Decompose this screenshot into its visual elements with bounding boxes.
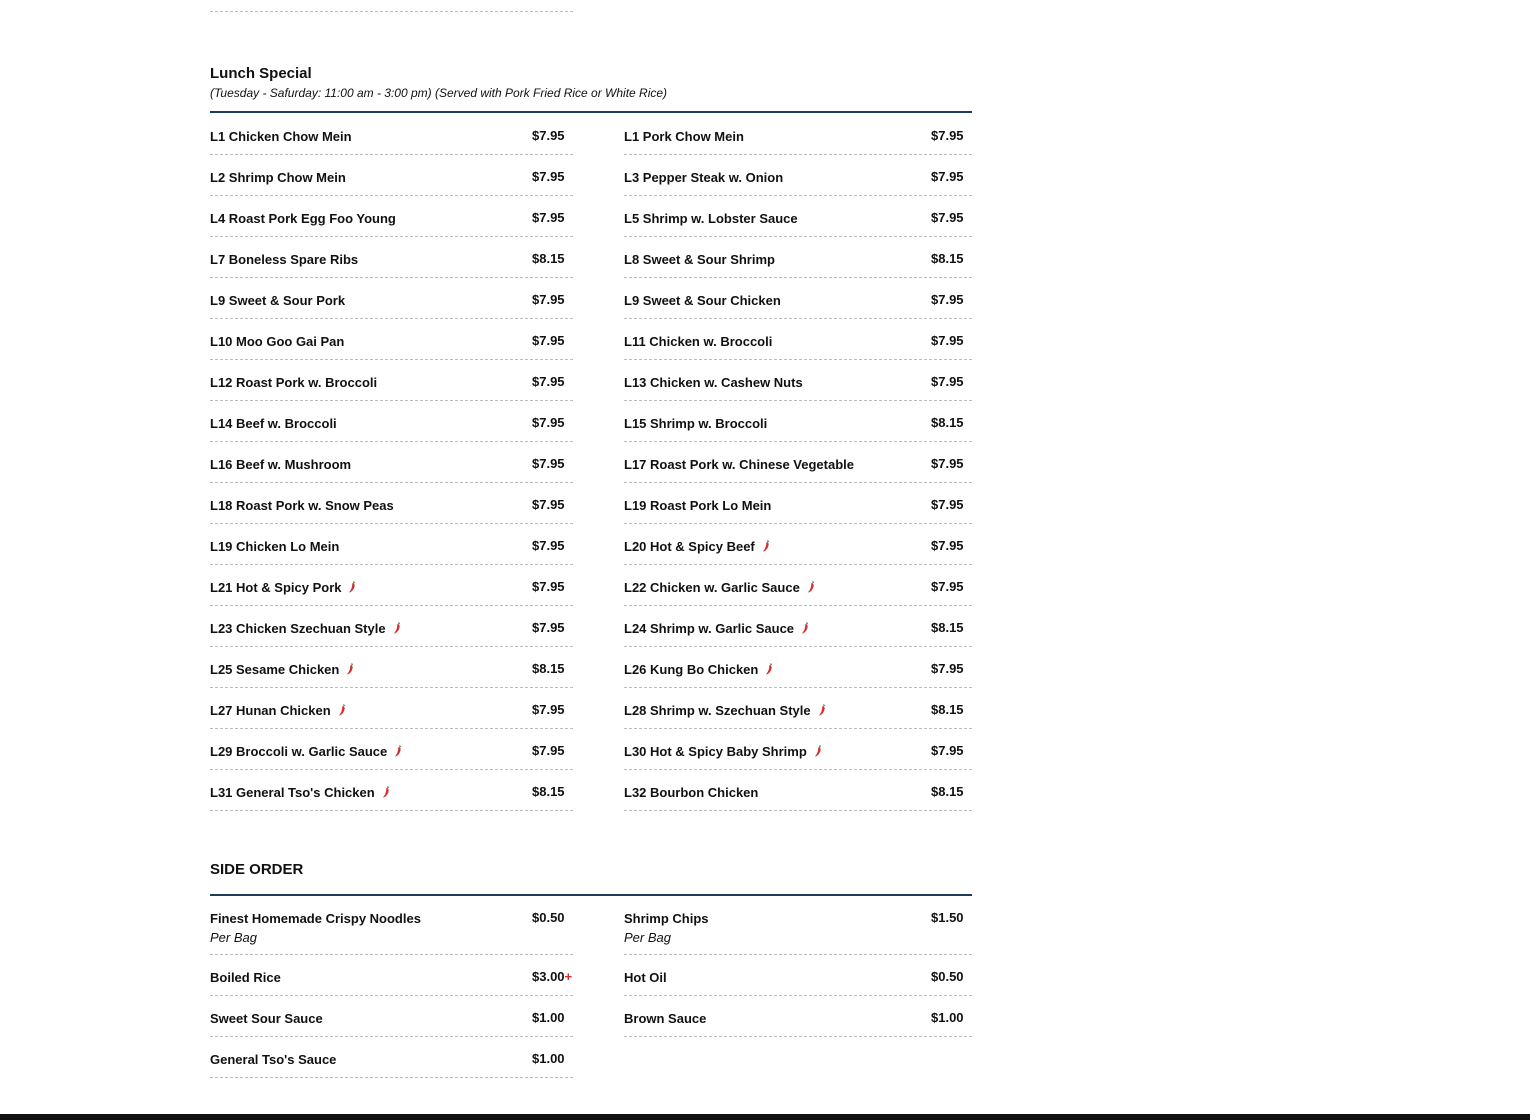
side-order-left-column [210, 896, 573, 1078]
menu-item-name [624, 580, 815, 595]
menu-item-price [931, 292, 964, 307]
menu-item-name-text: L10 Moo Goo Gai Pan [210, 334, 345, 349]
menu-item-name [210, 457, 351, 472]
menu-item-price [532, 333, 565, 348]
menu-item [210, 729, 573, 770]
menu-item [624, 647, 972, 688]
menu-item-price [931, 1010, 964, 1025]
section-subtitle: (Tuesday - Safurday: 11:00 am - 3:00 pm) (Served with Pork Fried Rice or White Rice) [210, 86, 668, 100]
menu-item-name [624, 539, 770, 554]
menu-item-price-text: $1.50 [931, 910, 964, 925]
menu-item-price-text: $1.00 [532, 1051, 565, 1066]
menu-item [624, 688, 972, 729]
menu-item [210, 996, 573, 1037]
menu-item-name [624, 416, 767, 431]
menu-item-name-text: L16 Beef w. Mushroom [210, 457, 352, 472]
menu-item [624, 319, 972, 360]
menu-item-price [532, 374, 565, 389]
menu-item-name-text: L7 Boneless Spare Ribs [210, 252, 359, 267]
menu-item-price [931, 251, 964, 266]
menu-item-price [532, 784, 565, 799]
menu-item-price [931, 579, 964, 594]
section-title: SIDE ORDER [210, 861, 304, 878]
menu-item-price-text: $7.95 [931, 579, 964, 594]
menu-item-name [210, 970, 281, 985]
menu-item-price [532, 579, 565, 594]
menu-item-name [624, 129, 744, 144]
lunch-special-left-column [210, 114, 573, 811]
menu-item-name-text: L28 Shrimp w. Szechuan Style [624, 703, 811, 718]
menu-item-price-text: $7.95 [931, 538, 964, 553]
menu-item-note: Per Bag [624, 930, 671, 945]
menu-item-price [931, 910, 964, 925]
menu-item-price-text: $7.95 [532, 292, 565, 307]
menu-item [210, 896, 573, 955]
menu-item [210, 114, 573, 155]
menu-item-name [210, 334, 344, 349]
menu-item-name-text: L20 Hot & Spicy Beef [624, 539, 755, 554]
menu-item-price [532, 128, 565, 143]
menu-item-price [532, 702, 565, 717]
menu-item [210, 442, 573, 483]
menu-item-name-text: Brown Sauce [624, 1011, 707, 1026]
menu-item-name-text: L26 Kung Bo Chicken [624, 662, 759, 677]
menu-item [624, 996, 972, 1037]
menu-item-price-text: $7.95 [931, 128, 964, 143]
chili-pepper-icon [762, 540, 770, 552]
menu-item [210, 196, 573, 237]
menu-item-price [931, 620, 964, 635]
menu-item-price-text: $7.95 [532, 702, 565, 717]
menu-item [624, 278, 972, 319]
menu-item-note: Per Bag [210, 930, 257, 945]
menu-item-name [624, 744, 822, 759]
menu-item-price-text: $8.15 [931, 251, 964, 266]
menu-item-name-text: L14 Beef w. Broccoli [210, 416, 337, 431]
menu-item-name-text: Finest Homemade Crispy Noodles [210, 911, 421, 926]
menu-item [624, 896, 972, 955]
menu-item-price-text: $8.15 [532, 251, 565, 266]
menu-item-price [532, 415, 565, 430]
menu-item-name-text: L24 Shrimp w. Garlic Sauce [624, 621, 795, 636]
chili-pepper-icon [382, 786, 390, 798]
menu-item-price [532, 910, 565, 925]
menu-item-name-text: L13 Chicken w. Cashew Nuts [624, 375, 803, 390]
menu-item [624, 114, 972, 155]
menu-item-name [210, 621, 401, 636]
menu-item-name-text: L15 Shrimp w. Broccoli [624, 416, 768, 431]
menu-item [624, 237, 972, 278]
menu-item-name-text: L27 Hunan Chicken [210, 703, 331, 718]
menu-item-price [532, 292, 565, 307]
menu-item [624, 565, 972, 606]
menu-item [210, 955, 573, 996]
menu-item-name-text: L9 Sweet & Sour Chicken [624, 293, 781, 308]
menu-item-price-text: $8.15 [931, 620, 964, 635]
menu-item-name [624, 457, 854, 472]
menu-item-price-text: $7.95 [931, 333, 964, 348]
menu-item-price-text: $7.95 [931, 292, 964, 307]
chili-pepper-icon [765, 663, 773, 675]
menu-item-name [210, 211, 396, 226]
menu-item-price [931, 128, 964, 143]
menu-item-name [210, 911, 421, 926]
menu-item-price-text: $7.95 [532, 497, 565, 512]
menu-item-price [532, 743, 565, 758]
menu-item [210, 360, 573, 401]
menu-item [624, 729, 972, 770]
menu-item-name-text: L23 Chicken Szechuan Style [210, 621, 386, 636]
menu-item-price-text: $7.95 [532, 333, 565, 348]
menu-item [210, 770, 573, 811]
menu-item-price [532, 1010, 565, 1025]
menu-item [624, 442, 972, 483]
menu-item-name-text: Shrimp Chips [624, 911, 709, 926]
menu-item [210, 606, 573, 647]
menu-item-price [931, 210, 964, 225]
menu-item-name-text: L1 Chicken Chow Mein [210, 129, 352, 144]
menu-item-name [210, 785, 390, 800]
menu-item-price [931, 374, 964, 389]
menu-item [210, 319, 573, 360]
menu-item-name-text: L18 Roast Pork w. Snow Peas [210, 498, 394, 513]
menu-item-price [931, 333, 964, 348]
menu-item-price-text: $7.95 [532, 415, 565, 430]
menu-item-price [931, 415, 964, 430]
menu-item [624, 401, 972, 442]
menu-item-name-text: L12 Roast Pork w. Broccoli [210, 375, 378, 390]
menu-item-price-text: $7.95 [532, 538, 565, 553]
menu-item-price-text: $7.95 [532, 128, 565, 143]
menu-item-price-text: $3.00 [532, 969, 565, 984]
menu-item-price [931, 497, 964, 512]
lunch-special-right-column [624, 114, 972, 811]
menu-item-name-text: L25 Sesame Chicken [210, 662, 340, 677]
menu-item-name [624, 252, 775, 267]
menu-item-price-text: $7.95 [931, 661, 964, 676]
menu-item [624, 770, 972, 811]
chili-pepper-icon [394, 745, 402, 757]
menu-item-name [210, 662, 354, 677]
menu-item-name [210, 1011, 323, 1026]
menu-item-name-text: L9 Sweet & Sour Pork [210, 293, 346, 308]
menu-item-name-text: Hot Oil [624, 970, 667, 985]
menu-item-name [624, 170, 783, 185]
menu-item-name-text: L22 Chicken w. Garlic Sauce [624, 580, 800, 595]
menu-item-price-text: $7.95 [532, 374, 565, 389]
menu-item-name [210, 416, 337, 431]
menu-item-price-text: $1.00 [931, 1010, 964, 1025]
menu-item-name [624, 785, 758, 800]
menu-item-name [210, 375, 377, 390]
menu-item-name [624, 970, 667, 985]
side-order-section [210, 860, 972, 1067]
menu-item-name-text: L5 Shrimp w. Lobster Sauce [624, 211, 798, 226]
menu-item-name [210, 129, 352, 144]
chili-pepper-icon [818, 704, 826, 716]
menu-item-price-text: $8.15 [532, 784, 565, 799]
menu-item-name [624, 375, 803, 390]
menu-item-price-text: $8.15 [931, 784, 964, 799]
menu-item-price [931, 169, 964, 184]
menu-item [210, 483, 573, 524]
menu-item [624, 196, 972, 237]
menu-item-price [532, 538, 565, 553]
menu-item-price [532, 661, 565, 676]
menu-item-price [532, 969, 572, 984]
menu-item [624, 483, 972, 524]
menu-item-price-text: $7.95 [532, 210, 565, 225]
previous-section-divider [210, 11, 573, 12]
menu-item [624, 606, 972, 647]
menu-item-name-text: L1 Pork Chow Mein [624, 129, 744, 144]
menu-item-name-text: L8 Sweet & Sour Shrimp [624, 252, 775, 267]
menu-item-price-text: $7.95 [532, 743, 565, 758]
chili-pepper-icon [807, 581, 815, 593]
menu-item-price [532, 169, 565, 184]
menu-item-price-text: $7.95 [532, 620, 565, 635]
menu-item-name-text: L4 Roast Pork Egg Foo Young [210, 211, 396, 226]
menu-item-price-text: $7.95 [931, 374, 964, 389]
menu-item-name-text: L19 Roast Pork Lo Mein [624, 498, 772, 513]
menu-item-name [624, 911, 709, 926]
menu-item-name-text: General Tso's Sauce [210, 1052, 337, 1067]
menu-item-price [532, 620, 565, 635]
menu-item-name [210, 170, 346, 185]
menu-item-name [624, 703, 826, 718]
menu-item-name [210, 539, 339, 554]
menu-item-price-text: $7.95 [532, 169, 565, 184]
menu-item [210, 401, 573, 442]
menu-item-name-text: L21 Hot & Spicy Pork [210, 580, 342, 595]
menu-item-name [624, 498, 771, 513]
footer-bar [0, 1114, 1530, 1120]
menu-item-price [931, 661, 964, 676]
menu-item-name [624, 293, 781, 308]
menu-item-price-text: $7.95 [931, 743, 964, 758]
menu-item-name-text: L17 Roast Pork w. Chinese Vegetable [624, 457, 854, 472]
menu-item-name [624, 1011, 706, 1026]
menu-item-price [532, 497, 565, 512]
menu-item-name-text: L31 General Tso's Chicken [210, 785, 375, 800]
menu-item-price [532, 1051, 565, 1066]
menu-item [624, 524, 972, 565]
chili-pepper-icon [348, 581, 356, 593]
menu-item-name [210, 580, 356, 595]
menu-item-name-text: Sweet Sour Sauce [210, 1011, 323, 1026]
menu-item [210, 278, 573, 319]
menu-item [210, 647, 573, 688]
menu-item-price-text: $7.95 [532, 579, 565, 594]
menu-item-name-text: L32 Bourbon Chicken [624, 785, 759, 800]
menu-item-price-text: $8.15 [532, 661, 565, 676]
menu-item-name [210, 1052, 336, 1067]
chili-pepper-icon [346, 663, 354, 675]
menu-item-name-text: L2 Shrimp Chow Mein [210, 170, 346, 185]
menu-item-price [931, 456, 964, 471]
lunch-special-section [210, 64, 972, 800]
menu-item-name-text: L30 Hot & Spicy Baby Shrimp [624, 744, 807, 759]
section-title: Lunch Special [210, 65, 312, 82]
menu-item-price [532, 251, 565, 266]
menu-item-price [931, 538, 964, 553]
menu-item-name [210, 293, 345, 308]
menu-item-price-text: $7.95 [931, 497, 964, 512]
menu-item-price-text: $8.15 [931, 415, 964, 430]
menu-item-name [624, 334, 772, 349]
menu-item [210, 524, 573, 565]
add-on-plus: + [564, 969, 573, 984]
menu-item-price [931, 702, 964, 717]
menu-item-name-text: L3 Pepper Steak w. Onion [624, 170, 784, 185]
chili-pepper-icon [393, 622, 401, 634]
menu-item-name-text: L19 Chicken Lo Mein [210, 539, 340, 554]
section-rule [210, 111, 972, 113]
menu-item-price [931, 969, 964, 984]
menu-item [210, 237, 573, 278]
menu-item [210, 155, 573, 196]
menu-item-name [624, 662, 773, 677]
menu-item-name-text: Boiled Rice [210, 970, 281, 985]
menu-item [210, 1037, 573, 1078]
menu-item-price-text: $7.95 [931, 169, 964, 184]
menu-item-price-text: $0.50 [532, 910, 565, 925]
side-order-right-column [624, 896, 972, 1037]
menu-item-name [624, 211, 798, 226]
menu-item [210, 688, 573, 729]
menu-item-price [931, 784, 964, 799]
menu-item-price [931, 743, 964, 758]
menu-item-name [210, 252, 358, 267]
menu-item-price-text: $7.95 [532, 456, 565, 471]
menu-item-price-text: $0.50 [931, 969, 964, 984]
menu-item-name [210, 703, 346, 718]
menu-item [624, 955, 972, 996]
menu-item-name [210, 498, 394, 513]
menu-item [210, 565, 573, 606]
menu-item-name [210, 744, 402, 759]
menu-item-price-text: $8.15 [931, 702, 964, 717]
menu-item-price-text: $1.00 [532, 1010, 565, 1025]
chili-pepper-icon [801, 622, 809, 634]
menu-item [624, 360, 972, 401]
chili-pepper-icon [814, 745, 822, 757]
menu-item-name-text: L29 Broccoli w. Garlic Sauce [210, 744, 388, 759]
menu-item-price-text: $7.95 [931, 456, 964, 471]
menu-item-name [624, 621, 809, 636]
menu-item-name-text: L11 Chicken w. Broccoli [624, 334, 773, 349]
menu-item-price [532, 456, 565, 471]
chili-pepper-icon [338, 704, 346, 716]
menu-item [624, 155, 972, 196]
menu-item-price [532, 210, 565, 225]
menu-item-price-text: $7.95 [931, 210, 964, 225]
